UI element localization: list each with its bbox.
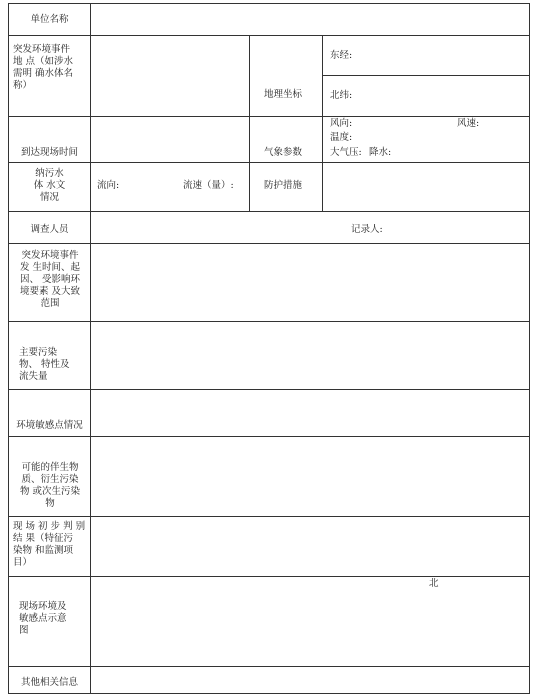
north-latitude-label: 北纬: <box>330 90 353 101</box>
incident-details-label: 突发环境事件 发 生时间、起 因、 受影响环 境要素 及大致 范围 <box>19 250 81 309</box>
sensitive-points-label: 环境敏感点情况 <box>16 420 83 431</box>
precipitation-label: 降水: <box>369 147 392 158</box>
arrival-time-field[interactable] <box>91 117 249 162</box>
recorder-label: 记录人: <box>351 224 383 235</box>
preliminary-judgment-field[interactable] <box>91 517 529 576</box>
pollutants-label: 主要污染 物、 特性及 流失量 <box>19 347 70 382</box>
investigator-label: 调查人员 <box>30 224 69 235</box>
incident-location-label: 突发环境事件 地 点（如涉水 需明 确水体名 称） <box>13 44 74 91</box>
wind-speed-label: 风速: <box>457 118 480 129</box>
other-info-label: 其他相关信息 <box>20 677 78 688</box>
other-info-field[interactable] <box>91 667 529 693</box>
unit-name-field[interactable] <box>91 4 529 35</box>
byproducts-field[interactable] <box>91 437 529 516</box>
pollutants-field[interactable] <box>91 322 529 389</box>
north-latitude-field[interactable] <box>360 76 529 116</box>
sensitive-points-field[interactable] <box>91 390 529 436</box>
geo-coord-label: 地理坐标 <box>264 89 303 100</box>
flow-direction-label: 流向: <box>97 180 120 191</box>
recorder-field[interactable] <box>390 212 529 243</box>
protection-label: 防护措施 <box>264 180 303 191</box>
site-sketch-area[interactable] <box>91 577 529 666</box>
investigator-field[interactable] <box>91 212 341 243</box>
incident-details-field[interactable] <box>91 244 529 321</box>
east-longitude-label: 东经: <box>330 50 353 61</box>
arrival-time-label: 到达现场时间 <box>20 147 78 158</box>
protection-field[interactable] <box>323 163 529 211</box>
temperature-label: 温度: <box>330 132 353 143</box>
incident-location-field[interactable] <box>91 36 249 116</box>
pressure-label: 大气压: <box>330 147 362 158</box>
east-longitude-field[interactable] <box>360 36 529 75</box>
wind-direction-label: 风向: <box>330 118 353 129</box>
receiving-water-label: 纳污水 体 水文 情况 <box>33 168 66 203</box>
meteorology-label: 气象参数 <box>264 147 303 158</box>
byproducts-label: 可能的伴生物 质、衍生污染 物 或次生污染 物 <box>19 462 81 509</box>
north-indicator: 北 <box>429 578 439 589</box>
unit-name-label: 单位名称 <box>30 14 69 25</box>
flow-rate-label: 流速（量）: <box>183 180 234 191</box>
preliminary-judgment-label: 现 场 初 步 判 别 结 果（特征污 染物 和监测项 目） <box>13 521 86 568</box>
site-sketch-label: 现场环境及 敏感点示意 图 <box>19 601 67 636</box>
